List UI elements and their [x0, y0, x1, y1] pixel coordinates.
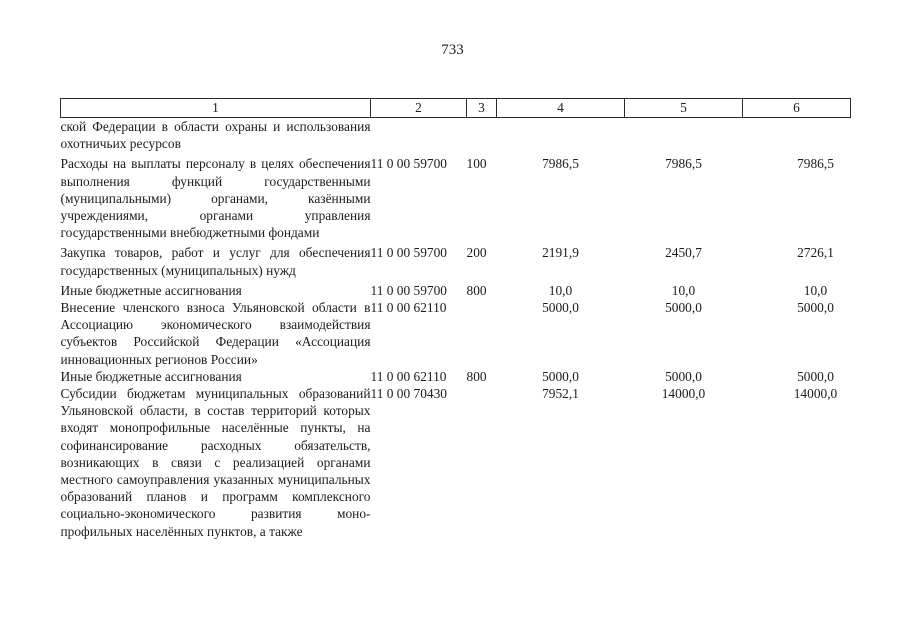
column-header-6: 6 [743, 99, 851, 118]
row-value-year-3: 14000,0 [793, 386, 838, 402]
table-row [61, 155, 851, 244]
column-header-1: 1 [61, 99, 371, 118]
row-expense-kind: 800 [466, 368, 487, 384]
column-header-5: 5 [625, 99, 743, 118]
row-value-year-3: 7986,5 [797, 156, 834, 172]
row-value-year-1: 7952,1 [542, 386, 579, 402]
row-value-year-2: 5000,0 [665, 300, 702, 316]
row-value-year-1: 5000,0 [542, 368, 579, 384]
row-value-year-3 [743, 118, 851, 156]
table-header-row [61, 99, 851, 118]
row-expense-kind: 800 [466, 282, 487, 298]
row-expense-kind [467, 385, 497, 540]
row-description: Иные бюджетные ассигнования [60, 368, 242, 384]
table-row [61, 244, 851, 281]
row-expense-kind: 100 [466, 156, 487, 172]
row-value-year-1: 7986,5 [542, 156, 579, 172]
row-value-year-3: 10,0 [803, 282, 828, 298]
row-target-code: 11 0 00 70430 [370, 386, 447, 402]
row-description: ской Федерации в области охраны и использования охотничьих ресурсов [60, 119, 371, 152]
row-value-year-1: 5000,0 [542, 300, 579, 316]
row-description: Внесение членского взноса Ульяновской области в Ассоциацию экономического взаимодействия субъектов Российской Федерации «Ассоциация инновационных регионов России» [60, 300, 371, 367]
row-description: Закупка товаров, работ и услуг для обеспечения государственных (муниципальных) нужд [60, 245, 371, 278]
row-value-year-1: 2191,9 [542, 245, 579, 261]
row-value-year-1 [497, 118, 625, 156]
budget-table [60, 98, 851, 540]
row-target-code: 11 0 00 59700 [370, 282, 447, 298]
row-value-year-2: 7986,5 [665, 156, 702, 172]
row-value-year-2: 2450,7 [665, 245, 702, 261]
column-header-4: 4 [497, 99, 625, 118]
table-row [61, 385, 851, 540]
row-value-year-2: 10,0 [671, 282, 696, 298]
table-row [61, 299, 851, 368]
row-description: Субсидии бюджетам муниципальных образований Ульяновской области, в состав территорий которых входят монопрофильные населённые пункты, на софинансирование расходных обязательств, возникающих в связи с реализацией органами местного самоуправления указанных муниципальных образований планов и программ комплексного социально-экономического развития монопрофильных населённых пунктов, а также [60, 386, 371, 539]
column-header-3: 3 [467, 99, 497, 118]
row-value-year-3: 5000,0 [797, 300, 834, 316]
row-expense-kind [467, 118, 497, 156]
row-value-year-3: 2726,1 [797, 245, 834, 261]
row-value-year-3: 5000,0 [797, 368, 834, 384]
row-description: Иные бюджетные ассигнования [60, 282, 242, 298]
row-description: Расходы на выплаты персоналу в целях обеспечения выполнения функций государственными (муниципальными) органами, казёнными учреждениями, органами управления государственными внебюджетными фондами [60, 156, 371, 241]
table-row [61, 282, 851, 299]
row-value-year-2 [625, 118, 743, 156]
row-target-code: 11 0 00 62110 [370, 300, 447, 316]
page-number: 733 [441, 42, 464, 58]
table-row [61, 368, 851, 385]
row-expense-kind: 200 [466, 245, 487, 261]
row-target-code [371, 118, 467, 156]
row-expense-kind [467, 299, 497, 368]
row-value-year-2: 14000,0 [661, 386, 706, 402]
row-target-code: 11 0 00 59700 [370, 245, 447, 261]
row-target-code: 11 0 00 59700 [370, 156, 447, 172]
column-header-2: 2 [371, 99, 467, 118]
row-value-year-1: 10,0 [548, 282, 573, 298]
row-target-code: 11 0 00 62110 [370, 368, 447, 384]
table-row [61, 118, 851, 156]
row-value-year-2: 5000,0 [665, 368, 702, 384]
